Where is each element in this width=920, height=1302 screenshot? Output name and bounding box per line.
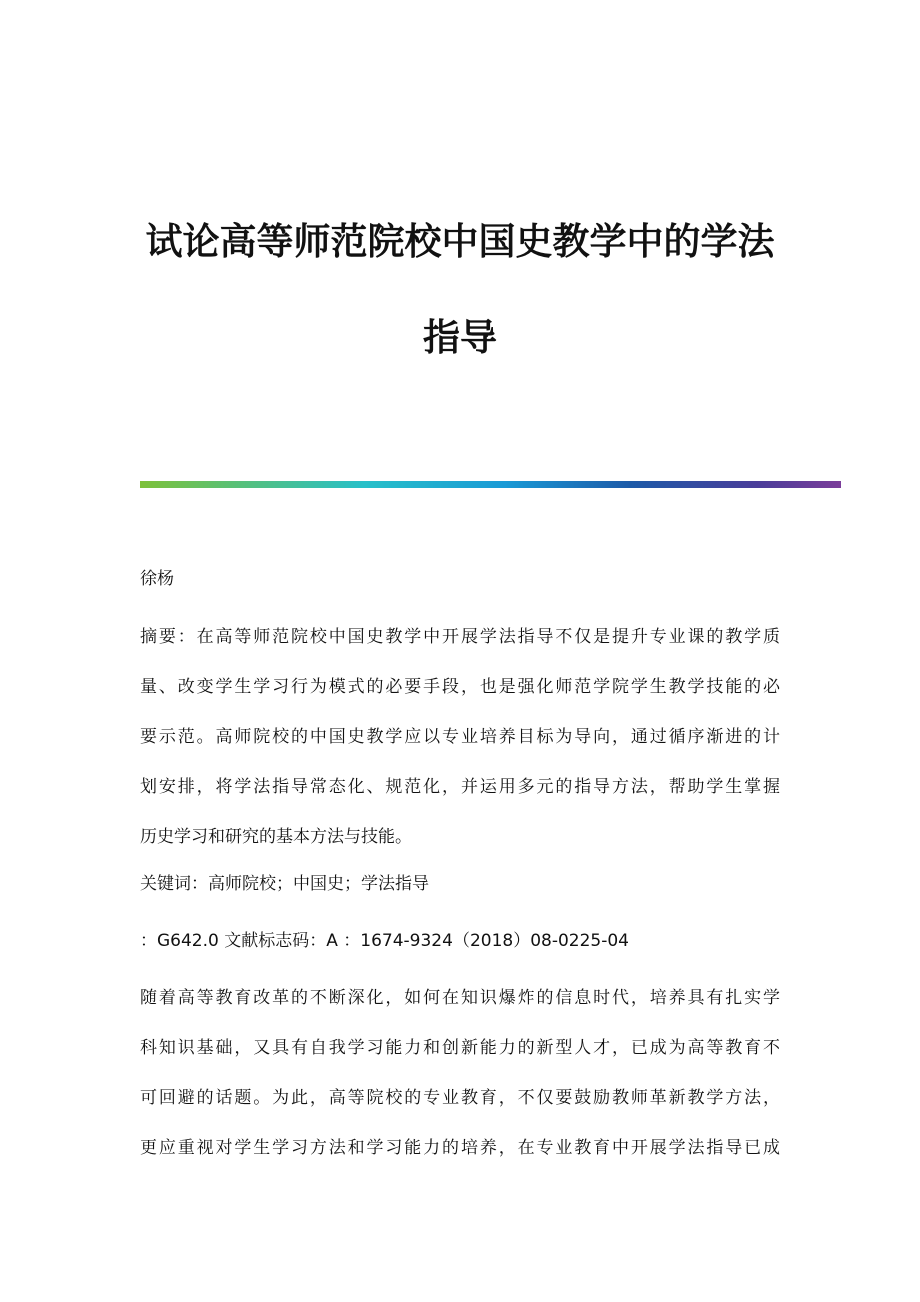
abstract-line: 量、改变学生学习行为模式的必要手段，也是强化师范学院学生教学技能的必 <box>140 677 780 697</box>
body-line: 随着高等教育改革的不断深化，如何在知识爆炸的信息时代，培养具有扎实学 <box>140 988 780 1008</box>
keywords-line: 关键词：高师院校；中国史；学法指导 <box>140 874 429 894</box>
abstract-line: 摘要：在高等师范院校中国史教学中开展学法指导不仅是提升专业课的教学质 <box>140 627 780 647</box>
body-paragraph <box>140 986 780 1160</box>
abstract-line: 要示范。高师院校的中国史教学应以专业培养目标为导向，通过循序渐进的计 <box>140 727 780 747</box>
body-line: 科知识基础，又具有自我学习能力和创新能力的新型人才，已成为高等教育不 <box>140 1038 780 1058</box>
body-line: 可回避的话题。为此，高等院校的专业教育，不仅要鼓励教师革新教学方法， <box>140 1088 780 1108</box>
title-divider <box>140 481 841 488</box>
body-line: 更应重视对学生学习方法和学习能力的培养，在专业教育中开展学法指导已成 <box>140 1138 780 1158</box>
document-title-line-1: 试论高等师范院校中国史教学中的学法 <box>145 219 775 263</box>
author-name: 徐杨 <box>140 569 174 589</box>
abstract-line: 历史学习和研究的基本方法与技能。 <box>140 827 412 847</box>
abstract-paragraph <box>140 625 780 849</box>
abstract-line: 划安排，将学法指导常态化、规范化，并运用多元的指导方法，帮助学生掌握 <box>140 777 780 797</box>
document-title-line-2: 指导 <box>423 315 497 359</box>
classification-line: ：G642.0 文献标志码：A ：1674-9324（2018）08-0225-04 <box>140 931 629 951</box>
